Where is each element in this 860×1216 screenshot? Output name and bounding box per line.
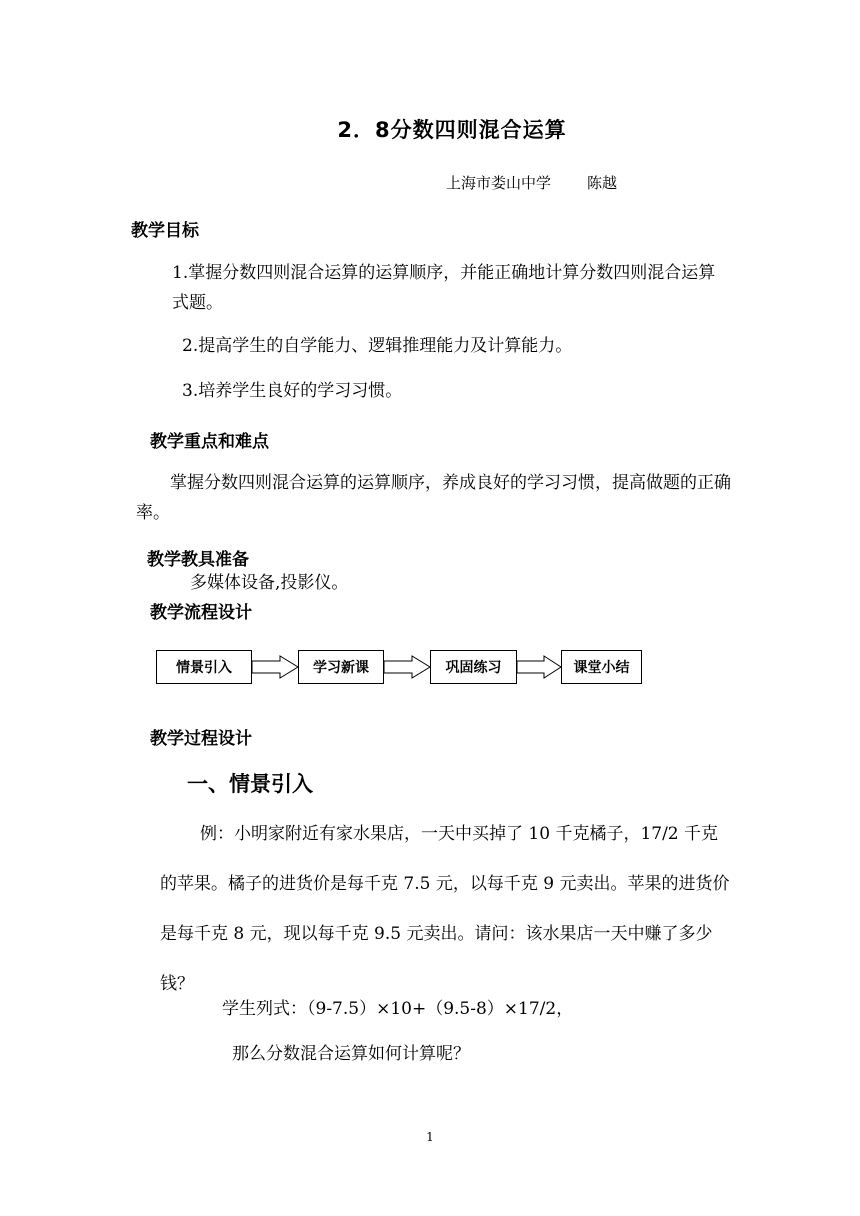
objective-item-3: 3.培养学生良好的学习习惯。 bbox=[182, 381, 403, 401]
flow-step-3: 巩固练习 bbox=[430, 650, 517, 684]
flow-heading: 教学流程设计 bbox=[150, 603, 252, 623]
tools-text: 多媒体设备,投影仪。 bbox=[190, 573, 349, 593]
author-name: 陈越 bbox=[587, 174, 618, 192]
tools-heading: 教学教具准备 bbox=[147, 550, 249, 570]
flow-arrow-1 bbox=[252, 656, 298, 678]
process-heading: 教学过程设计 bbox=[150, 729, 252, 749]
flow-step-2: 学习新课 bbox=[298, 650, 384, 684]
key-points-text: 掌握分数四则混合运算的运算顺序，养成良好的学习习惯，提高做题的正确率。 bbox=[136, 473, 731, 523]
flow-arrow-2 bbox=[384, 656, 430, 678]
section1-heading: 一、情景引入 bbox=[187, 772, 313, 796]
page-number: 1 bbox=[426, 1130, 434, 1144]
author-school: 上海市娄山中学 bbox=[446, 174, 552, 192]
objective-item-2: 2.提高学生的自学能力、逻辑推理能力及计算能力。 bbox=[182, 336, 573, 356]
page-title: 2．8分数四则混合运算 bbox=[337, 118, 567, 142]
objectives-heading: 教学目标 bbox=[131, 221, 199, 241]
flow-arrow-3 bbox=[517, 656, 561, 678]
section1-formula: 学生列式：（9-7.5）×10+（9.5-8）×17/2， bbox=[222, 999, 574, 1019]
flow-step-1: 情景引入 bbox=[156, 650, 252, 684]
section1-question: 那么分数混合运算如何计算呢？ bbox=[232, 1044, 470, 1064]
flow-step-4: 课堂小结 bbox=[561, 650, 642, 684]
key-points-heading: 教学重点和难点 bbox=[150, 432, 269, 452]
objective-item-1: 1.掌握分数四则混合运算的运算顺序，并能正确地计算分数四则混合运算式题。 bbox=[172, 263, 716, 313]
section1-example: 例：小明家附近有家水果店，一天中买掉了 10 千克橘子，17/2 千克的苹果。橘子的进货价是每千克 7.5 元，以每千克 9 元卖出。苹果的进货价是每千克 8 元，现以每千克 9.5 元卖出。请问：该水果店一天中赚了多少钱？ bbox=[160, 824, 730, 994]
